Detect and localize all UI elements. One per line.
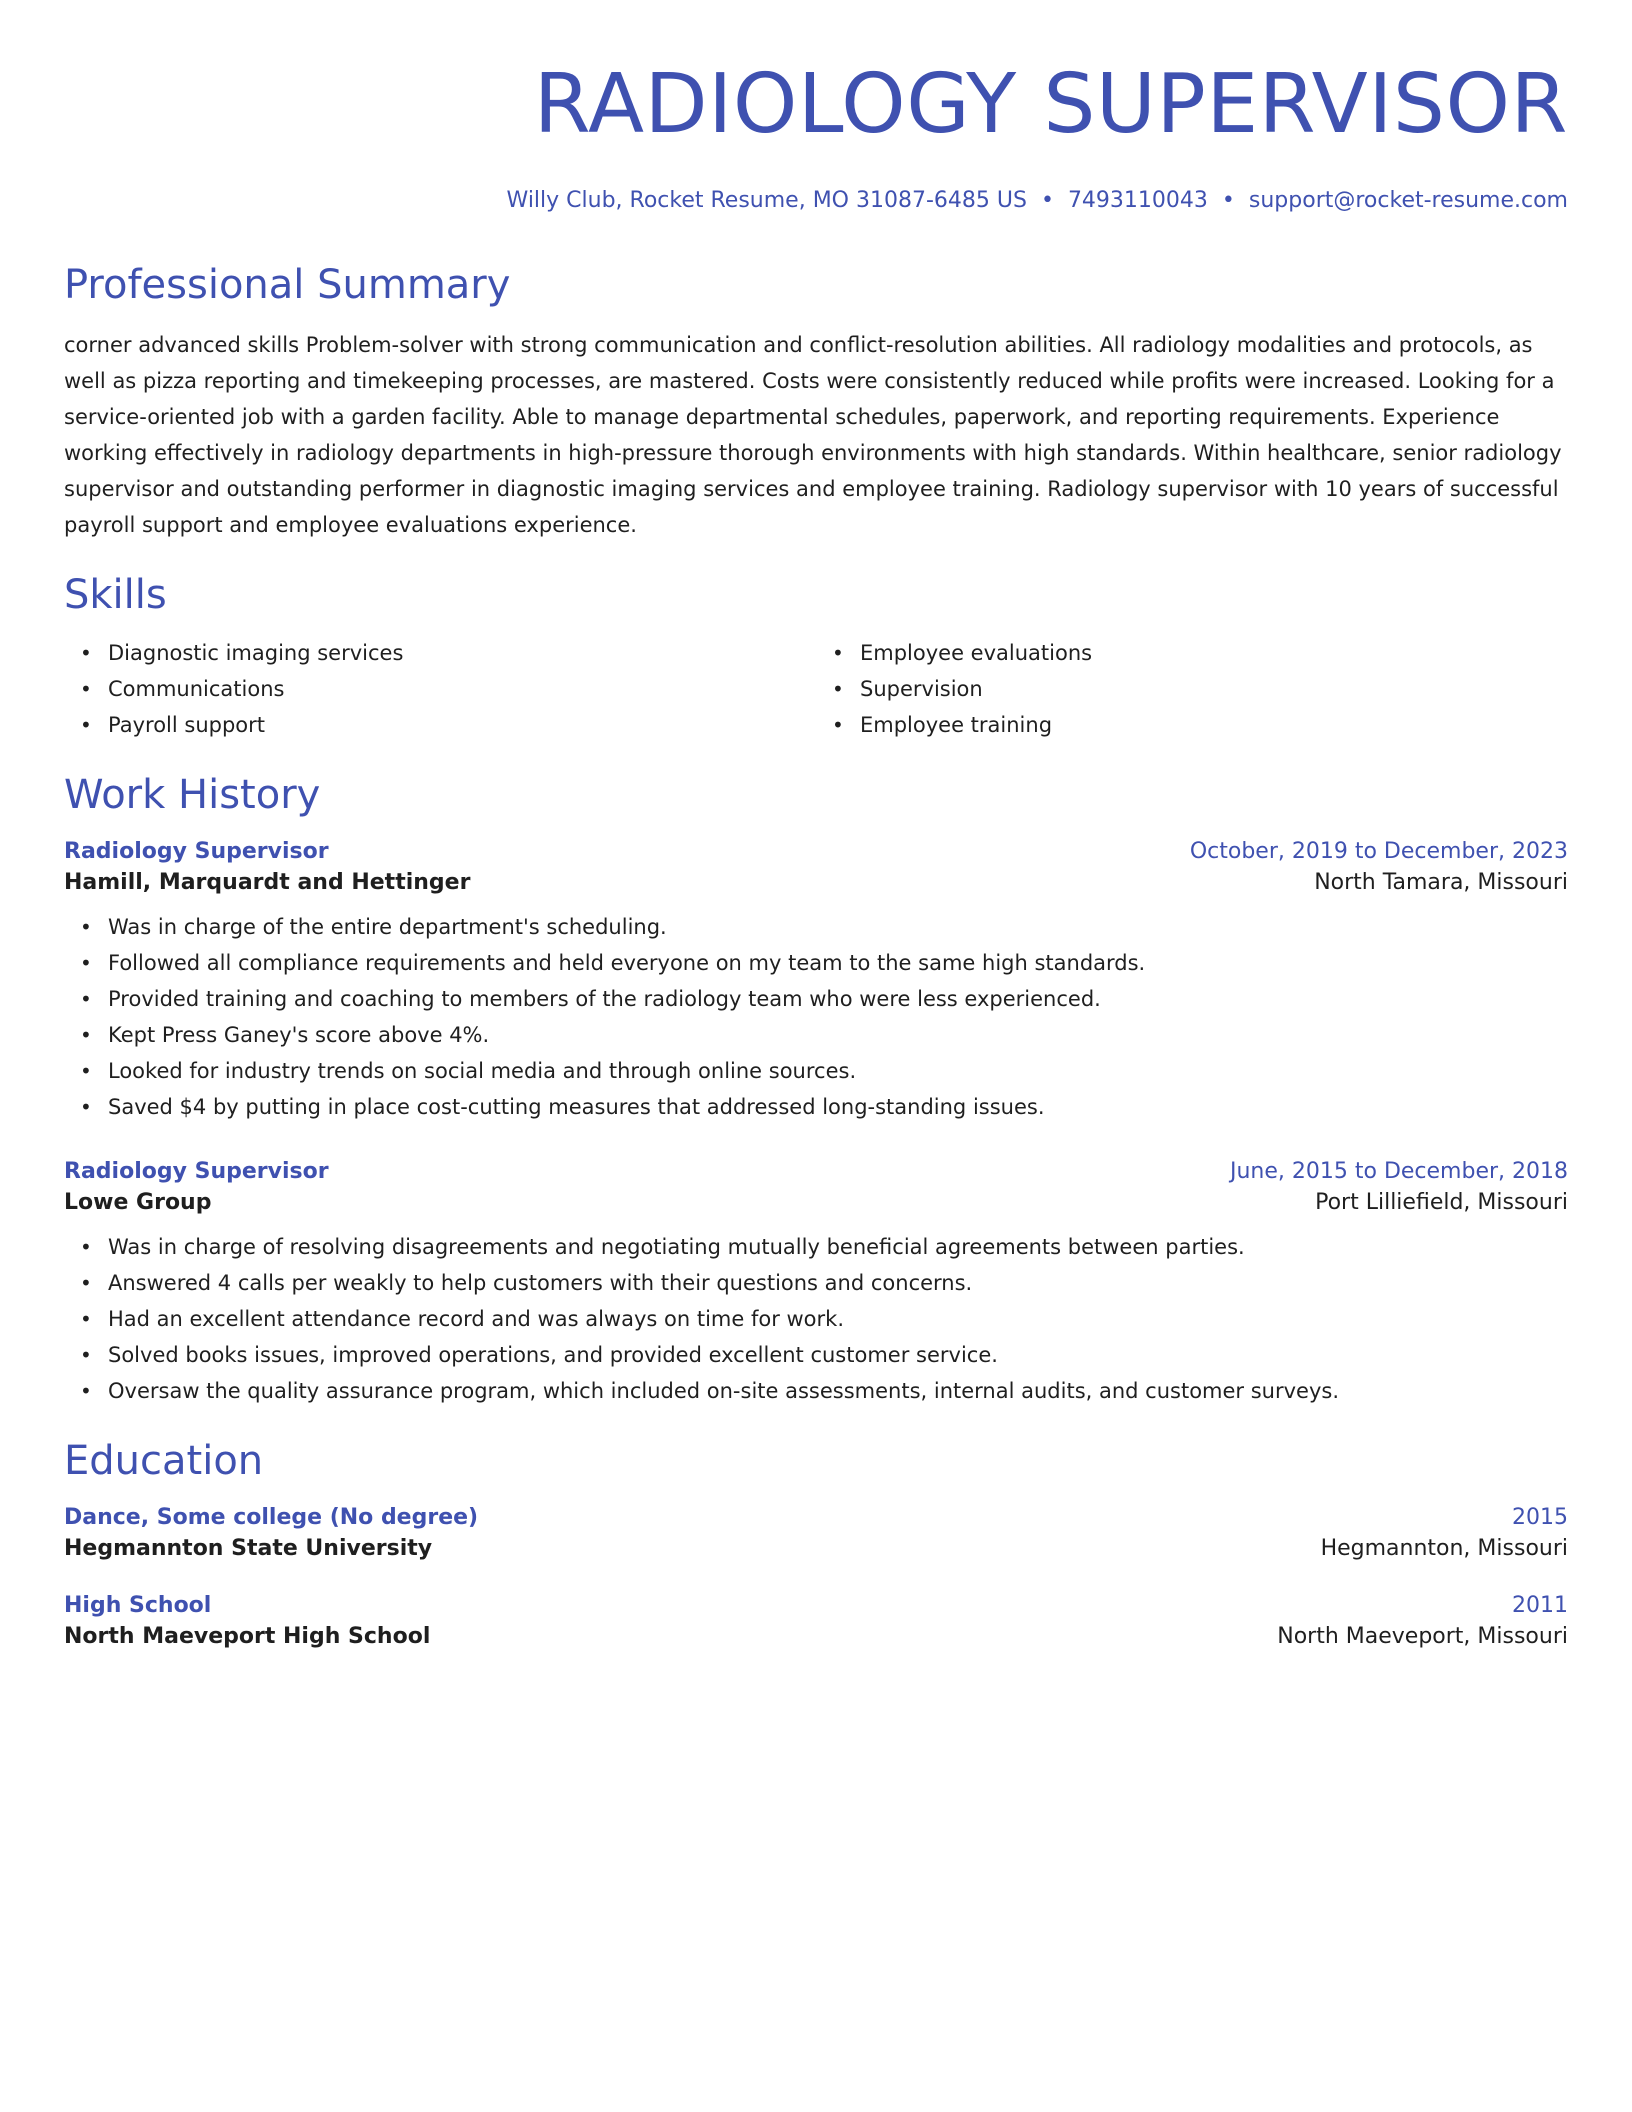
summary-text: corner advanced skills Problem-solver with strong communication and conflict-resolution abilities. All radiology modalities and protocols, as well as pizza reporting and timekeeping processes, are mastered. Costs were consistently reduced while profits were increased. Looking for a service-oriented job with a garden facility. Able to manage departmental schedules, paperwork, and reporting requirements. Experience working effectively in radiology departments in high-pressure thorough environments with high standards. Within healthcare, senior radiology supervisor and outstanding performer in diagnostic imaging services and employee training. Radiology supervisor with 10 years of successful payroll support and employee evaluations experience. <box>64 333 1562 538</box>
skills-heading: Skills <box>64 572 167 619</box>
job-bullet: • Oversaw the quality assurance program, which included on-site assessments, internal audits, and customer surveys. <box>64 1373 1568 1409</box>
job-bullet: • Had an excellent attendance record and was always on time for work. <box>64 1301 1568 1337</box>
job-bullet: • Was in charge of the entire department's scheduling. <box>64 909 1568 945</box>
job-bullet: • Provided training and coaching to members of the radiology team who were less experienced. <box>64 981 1568 1017</box>
job-dates: June, 2015 to December, 2018 <box>1229 1159 1568 1185</box>
job-company: Hamill, Marquardt and Hettinger <box>64 870 471 896</box>
job-entry <box>64 1159 1568 1409</box>
skill-item: • Communications <box>64 671 816 707</box>
job-dates: October, 2019 to December, 2023 <box>1189 839 1568 865</box>
skills-column-left <box>64 635 816 743</box>
job-bullet: • Followed all compliance requirements and held everyone on my team to the same high standards. <box>64 945 1568 981</box>
skill-item: • Payroll support <box>64 707 816 743</box>
job-bullet: • Solved books issues, improved operations, and provided excellent customer service. <box>64 1337 1568 1373</box>
education-year: 2011 <box>1512 1593 1568 1619</box>
job-title: Radiology Supervisor <box>64 1159 329 1185</box>
job-bullet: • Answered 4 calls per weakly to help customers with their questions and concerns. <box>64 1265 1568 1301</box>
contact-separator: • <box>1221 188 1235 214</box>
education-school: Hegmannton State University <box>64 1536 433 1562</box>
skill-item: • Diagnostic imaging services <box>64 635 816 671</box>
job-bullet: • Was in charge of resolving disagreements and negotiating mutually beneficial agreements between parties. <box>64 1229 1568 1265</box>
skills-list <box>64 635 1568 743</box>
skills-column-right <box>816 635 1568 743</box>
contact-phone: 7493110043 <box>1067 188 1208 214</box>
education-heading: Education <box>64 1438 264 1485</box>
job-location: Port Lilliefield, Missouri <box>1315 1190 1568 1216</box>
education-location: North Maeveport, Missouri <box>1277 1624 1568 1650</box>
skill-item: • Employee evaluations <box>816 635 1568 671</box>
education-year: 2015 <box>1512 1505 1568 1531</box>
education-entry <box>64 1593 1568 1649</box>
work-history-heading: Work History <box>64 772 321 819</box>
education-location: Hegmannton, Missouri <box>1320 1536 1568 1562</box>
job-bullets <box>64 1229 1568 1409</box>
education-school: North Maeveport High School <box>64 1624 431 1650</box>
summary-heading: Professional Summary <box>64 262 511 309</box>
job-title: Radiology Supervisor <box>64 839 329 865</box>
education-degree: High School <box>64 1593 212 1619</box>
contact-line <box>64 188 1568 213</box>
contact-separator: • <box>1040 188 1054 214</box>
job-bullets <box>64 909 1568 1125</box>
job-entry <box>64 839 1568 1125</box>
job-company: Lowe Group <box>64 1190 212 1216</box>
job-location: North Tamara, Missouri <box>1314 870 1568 896</box>
education-entry <box>64 1505 1568 1561</box>
job-bullet: • Looked for industry trends on social media and through online sources. <box>64 1053 1568 1089</box>
skill-item: • Employee training <box>816 707 1568 743</box>
job-bullet: • Kept Press Ganey's score above 4%. <box>64 1017 1568 1053</box>
skill-item: • Supervision <box>816 671 1568 707</box>
education-degree: Dance, Some college (No degree) <box>64 1505 479 1531</box>
page-title: RADIOLOGY SUPERVISOR <box>533 57 1568 152</box>
contact-email: support@rocket-resume.com <box>1248 188 1568 214</box>
contact-address: Willy Club, Rocket Resume, MO 31087-6485 US <box>506 188 1027 214</box>
job-bullet: • Saved $4 by putting in place cost-cutting measures that addressed long-standing issues. <box>64 1089 1568 1125</box>
